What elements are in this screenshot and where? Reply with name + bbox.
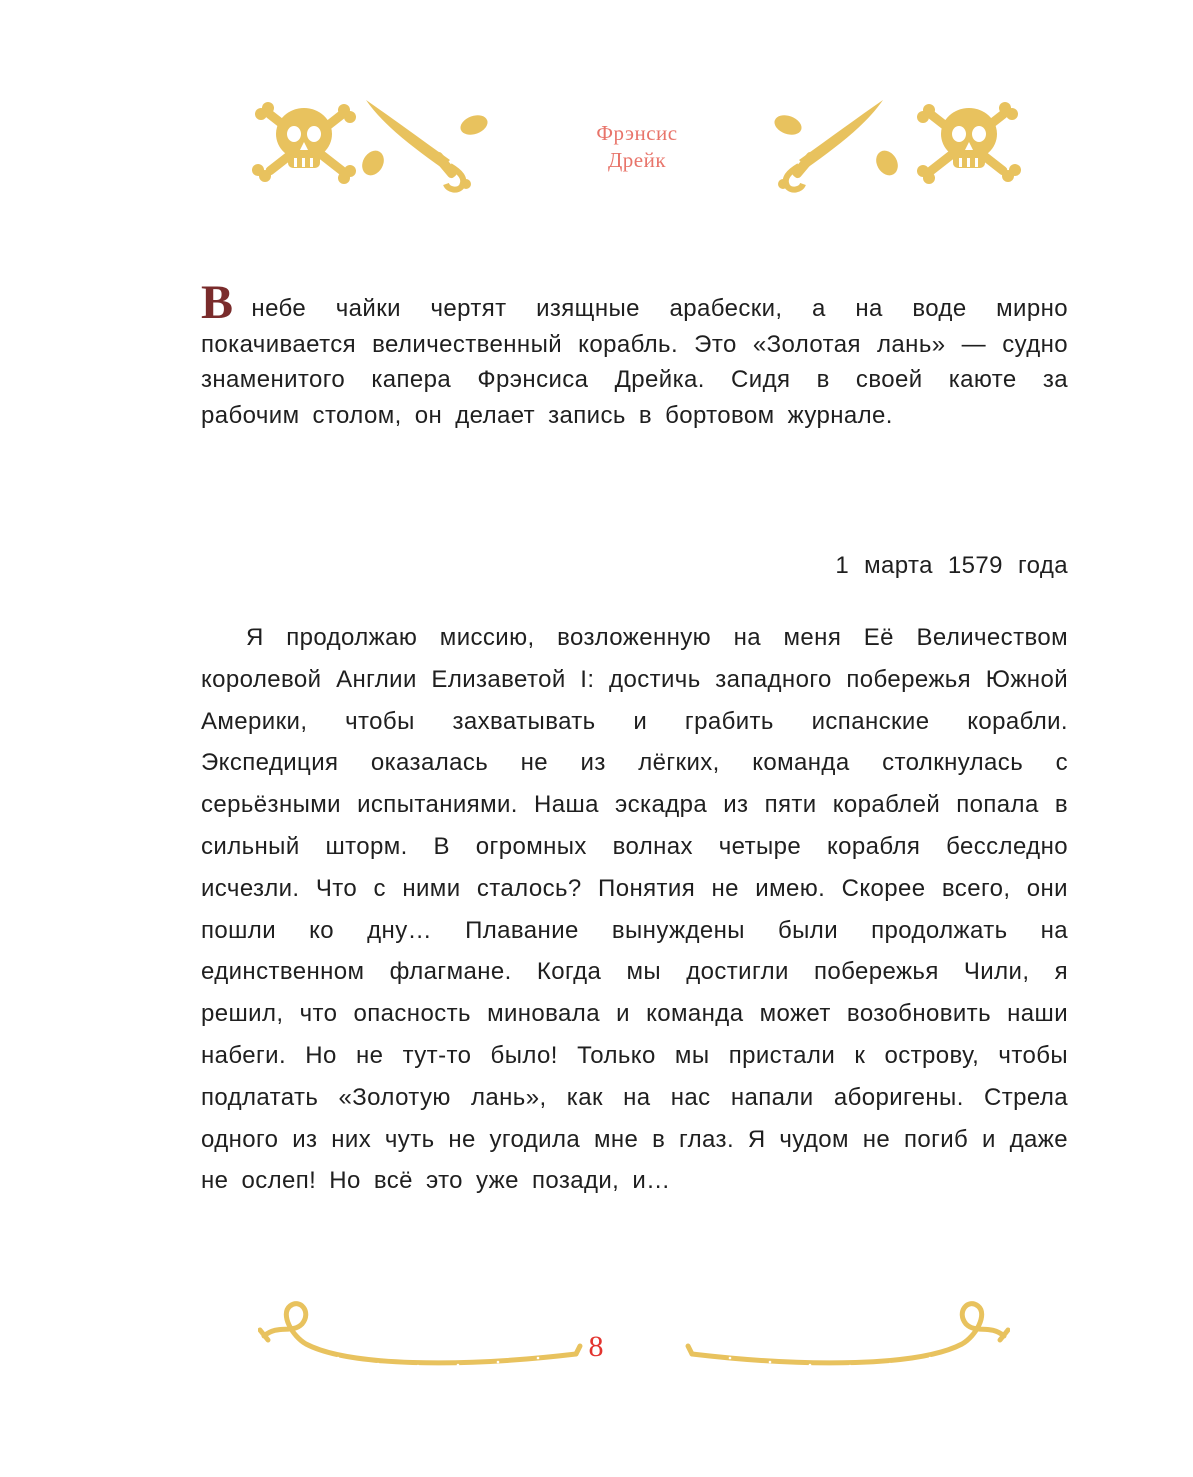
skull-crossbones-icon: [915, 92, 1025, 196]
coin-icon: [456, 110, 492, 140]
intro-text: небе чайки чертят изящные арабески, а на воде мирно покачивается величественный корабль. Это «Золотая лань» — судно знаменитого капера Фрэнсиса Дрейка. Сидя в своей каюте за рабочим столом, он делает запись в бортовом журнале.: [201, 295, 1068, 429]
page-title: [537, 120, 737, 174]
intro-paragraph: [201, 276, 1068, 433]
sabre-icon: [762, 98, 887, 193]
journal-date: 1 марта 1579 года: [835, 552, 1068, 579]
page-header: [0, 0, 1193, 230]
title-line-last-name: Дрейк: [607, 148, 667, 172]
skull-crossbones-icon: [248, 92, 358, 196]
rope-icon: [258, 1294, 588, 1374]
journal-entry: Я продолжаю миссию, возложенную на меня Её Величеством королевой Англии Елизаветой I: достичь западного побережья Южной Америки, чтобы захватывать и грабить испанские корабли. Экспедиция оказалась не из лёгких, команда столкнулась с серьёзными испытаниями. Наша эскадра из пяти кораблей попала в сильный шторм. В огромных волнах четыре корабля бесследно исчезли. Что с ними сталось? Понятия не имею. Скорее всего, они пошли ко дну… Плавание вынуждены были продолжать на единственном флагмане. Когда мы достигли побережья Чили, я решил, что опасность миновала и команда может возобновить наши набеги. Но не тут-то было! Только мы пристали к острову, чтобы подлатать «Золотую лань», как на нас напали аборигены. Стрела одного из них чуть не угодила мне в глаз. Я чудом не погиб и даже не ослеп! Но всё это уже позади, и…: [201, 624, 1068, 1195]
page-number: 8: [588, 1330, 604, 1363]
drop-cap: В: [201, 276, 234, 329]
coin-icon: [358, 148, 388, 178]
rope-icon: [680, 1294, 1010, 1374]
title-line-first-name: Фрэнсис: [596, 121, 678, 145]
